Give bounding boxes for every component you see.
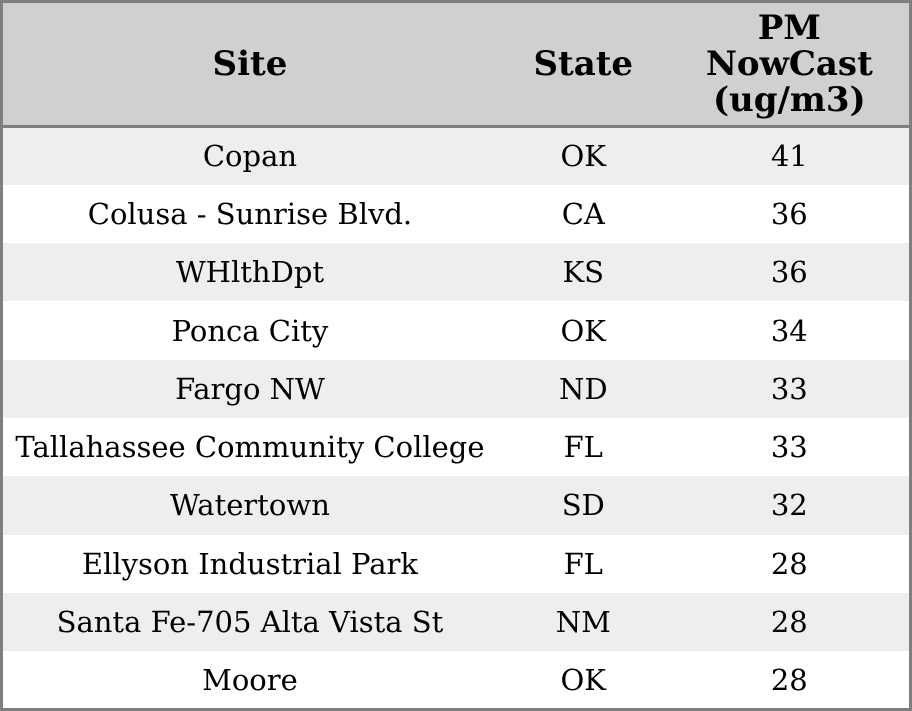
table-header <box>2 2 911 127</box>
cell-pm: 41 <box>670 127 911 185</box>
cell-site: Santa Fe-705 Alta Vista St <box>2 593 497 651</box>
cell-pm: 33 <box>670 418 911 476</box>
pm-header-line-1: PM <box>757 8 821 48</box>
table-row <box>2 127 911 185</box>
cell-pm: 28 <box>670 535 911 593</box>
table-row <box>2 535 911 593</box>
cell-site: Moore <box>2 651 497 709</box>
cell-site: WHlthDpt <box>2 243 497 301</box>
cell-site: Fargo NW <box>2 360 497 418</box>
table-row <box>2 301 911 359</box>
cell-state: OK <box>497 127 670 185</box>
cell-site: Ellyson Industrial Park <box>2 535 497 593</box>
cell-state: FL <box>497 418 670 476</box>
pm-header-line-2: NowCast <box>705 44 873 84</box>
table-row <box>2 651 911 709</box>
pm-header-line-3: (ug/m3) <box>712 80 866 120</box>
cell-state: OK <box>497 301 670 359</box>
table-row <box>2 243 911 301</box>
column-header-site: Site <box>2 2 497 127</box>
table-row <box>2 593 911 651</box>
table-row <box>2 185 911 243</box>
cell-pm: 32 <box>670 476 911 534</box>
cell-site: Copan <box>2 127 497 185</box>
cell-pm: 34 <box>670 301 911 359</box>
header-row <box>2 2 911 127</box>
cell-pm: 28 <box>670 593 911 651</box>
table-row <box>2 360 911 418</box>
table-body <box>2 127 911 710</box>
cell-state: KS <box>497 243 670 301</box>
cell-site: Ponca City <box>2 301 497 359</box>
column-header-pm-nowcast <box>670 2 911 127</box>
table-row <box>2 418 911 476</box>
cell-state: SD <box>497 476 670 534</box>
cell-pm: 36 <box>670 185 911 243</box>
table-row <box>2 476 911 534</box>
cell-state: OK <box>497 651 670 709</box>
column-header-state: State <box>497 2 670 127</box>
cell-state: FL <box>497 535 670 593</box>
cell-state: CA <box>497 185 670 243</box>
cell-pm: 28 <box>670 651 911 709</box>
cell-state: NM <box>497 593 670 651</box>
cell-pm: 36 <box>670 243 911 301</box>
cell-site: Colusa - Sunrise Blvd. <box>2 185 497 243</box>
cell-site: Watertown <box>2 476 497 534</box>
cell-site: Tallahassee Community College <box>2 418 497 476</box>
cell-state: ND <box>497 360 670 418</box>
cell-pm: 33 <box>670 360 911 418</box>
